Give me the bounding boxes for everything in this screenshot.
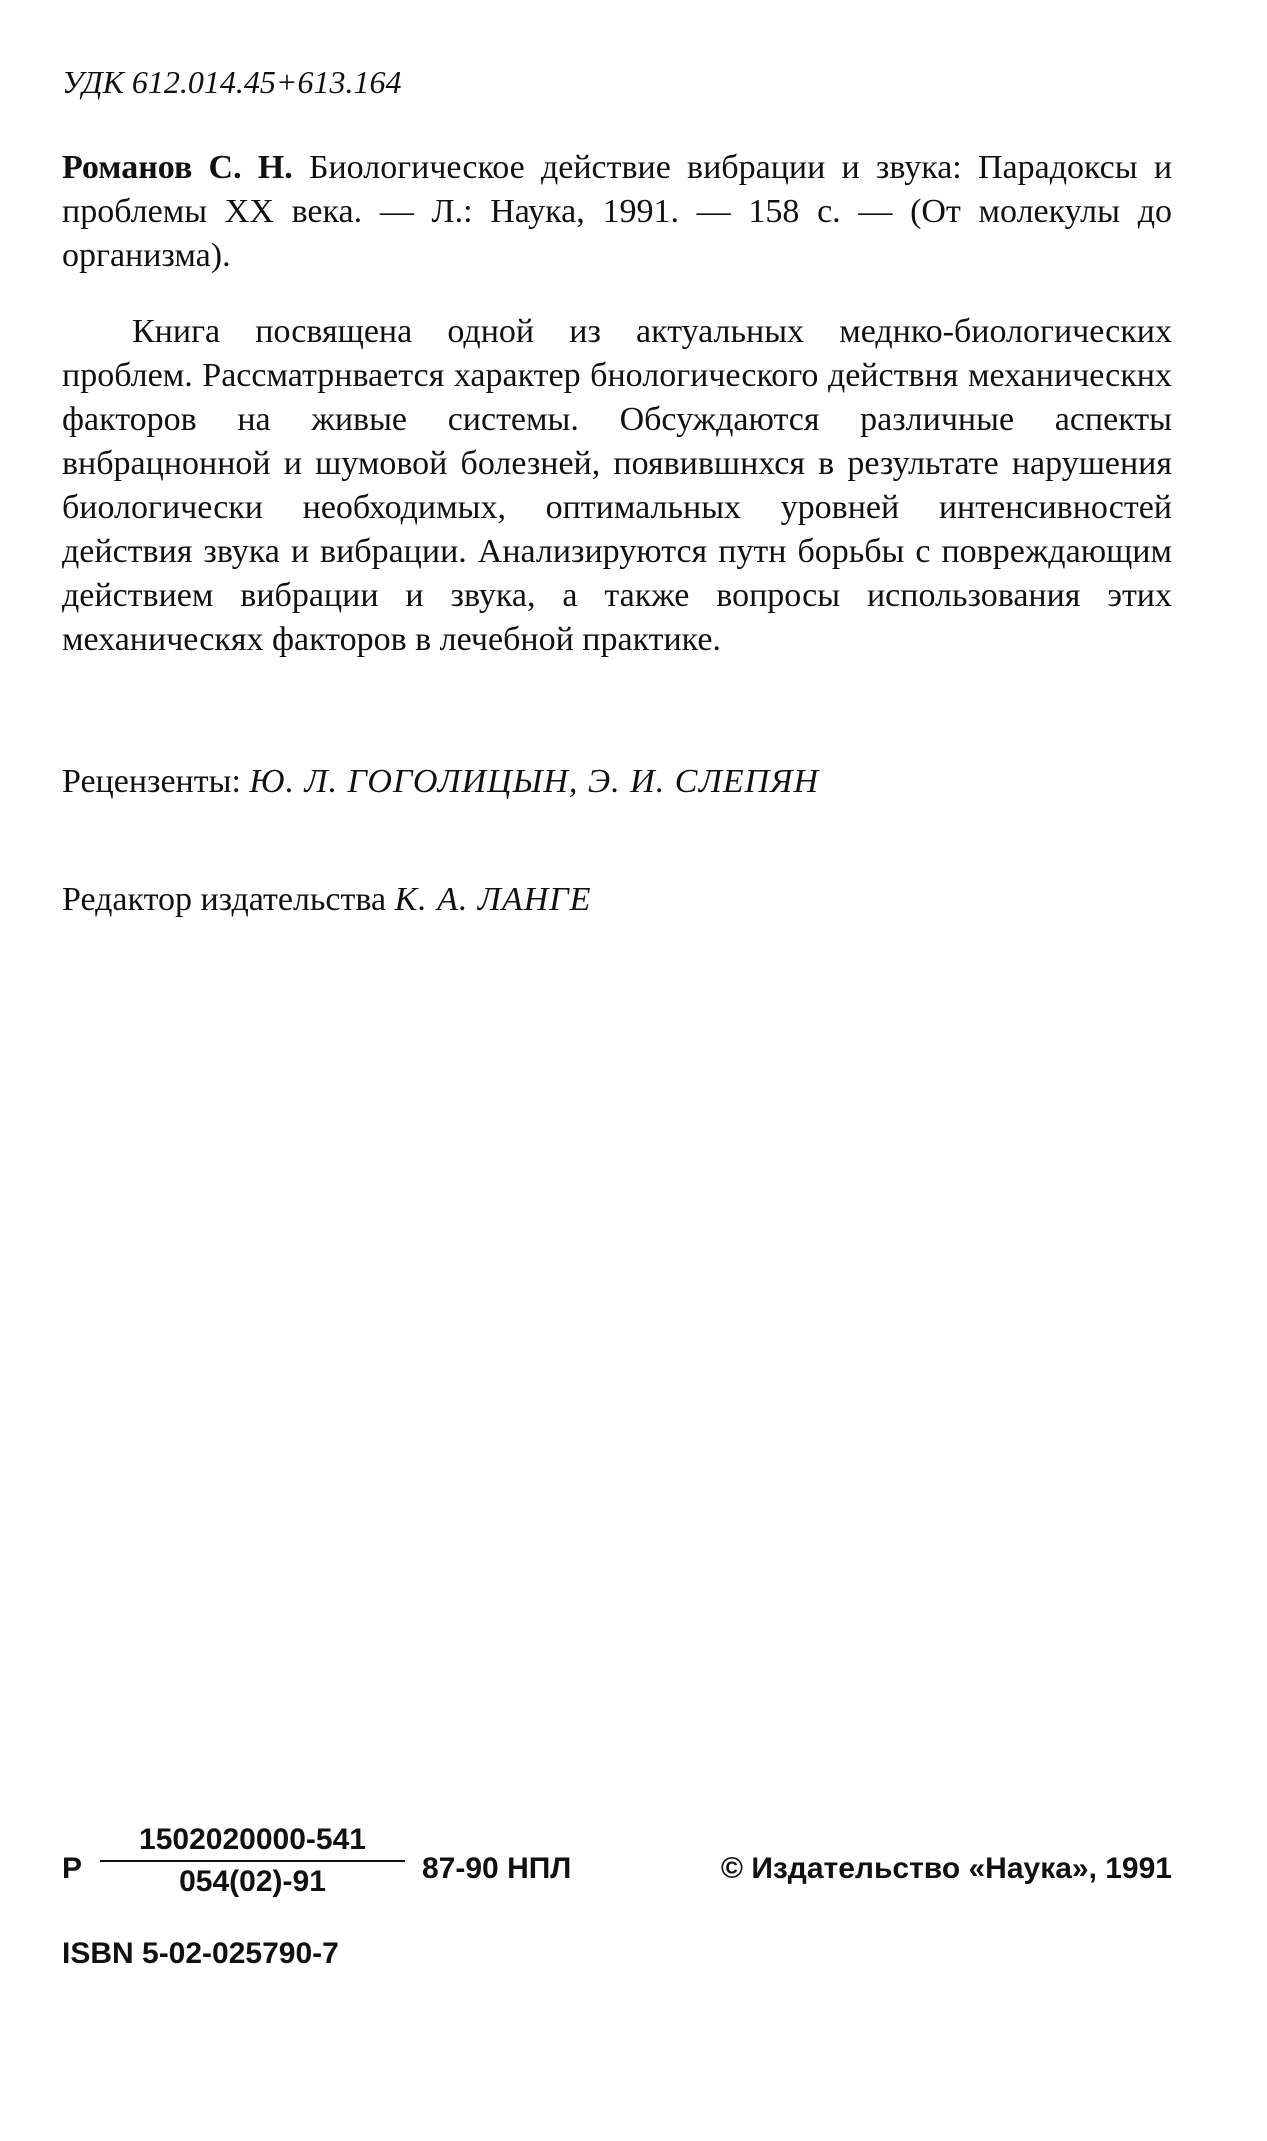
publishing-code-denominator: 054(02)-91 xyxy=(179,1865,326,1898)
bibliographic-record xyxy=(62,146,1172,278)
editor-label: Редактор издательства xyxy=(62,881,387,918)
editor-name: К. А. ЛАНГЕ xyxy=(394,881,592,918)
publishing-code-prefix: Р xyxy=(62,1852,83,1885)
reviewers-names: Ю. Л. ГОГОЛИЦЫН, Э. И. СЛЕПЯН xyxy=(249,763,820,800)
udk-code: УДК 612.014.45+613.164 xyxy=(62,64,402,100)
isbn: ISBN 5-02-025790-7 xyxy=(62,1937,339,1970)
editor-line xyxy=(62,878,1172,922)
abstract-paragraph: Книга посвящена одной из актуальных меднко-биологических проблем. Рассматрнвается характер бнологического действня механическнх факторов на живые системы. Обсуждаются различные аспекты внбрацнонной и шумовой болезней, появившнхся в результате нарушения биологически необходимых, оптимальных уровней интенсивностей действия звука и вибрации. Анализируются путн борьбы с повреждающим действием вибрации и звука, а также вопросы использования этих механическях факторов в лечебной практике. xyxy=(62,313,1172,658)
publishing-code-numerator: 1502020000-541 xyxy=(139,1823,366,1856)
copyright-notice: © Издательство «Наука», 1991 xyxy=(720,1852,1172,1885)
author-name: Романов С. Н. xyxy=(62,149,293,186)
publishing-code-fraction xyxy=(100,1820,405,1902)
reviewers-line xyxy=(62,760,1172,804)
publishing-code-row xyxy=(62,1820,1172,1910)
bibliographic-description: Биологическое действие вибрации и звука: Парадоксы и проблемы XX века. — Л.: Наука, 1991. — 158 с. — (От молекулы до организма). xyxy=(62,149,1173,274)
reviewers-label: Рецензенты: xyxy=(62,763,241,800)
publishing-code-suffix: 87-90 НПЛ xyxy=(422,1852,572,1885)
